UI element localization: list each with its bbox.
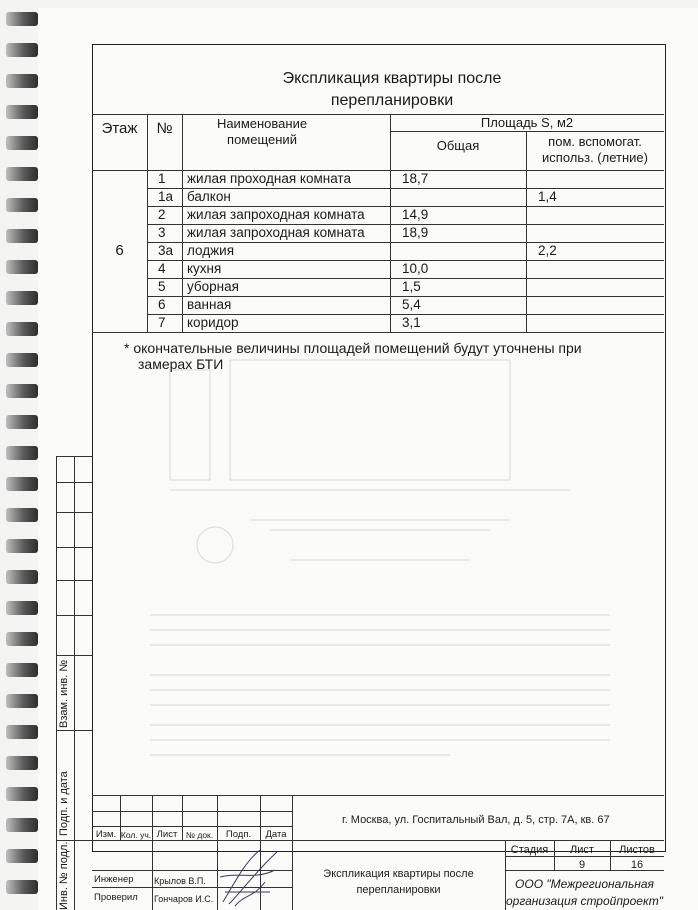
- binding-ring: [6, 849, 38, 863]
- doc-title-line-1: Экспликация квартиры после: [323, 868, 474, 880]
- binding-ring: [6, 632, 38, 646]
- row-total-area: 5,4: [402, 297, 421, 312]
- engineer-name: Крылов В.П.: [154, 876, 206, 886]
- binding-ring: [6, 818, 38, 832]
- row-name: жилая проходная комната: [187, 171, 351, 186]
- title-line-1: Экспликация квартиры после: [282, 70, 502, 87]
- binding-ring: [6, 291, 38, 305]
- page-title: [92, 68, 692, 112]
- row-name: жилая запроходная комната: [187, 225, 365, 240]
- row-name: уборная: [187, 279, 239, 294]
- binding-ring: [6, 880, 38, 894]
- header-name-line-1: Наименование: [216, 116, 308, 131]
- binding-ring: [6, 74, 38, 88]
- binding-ring: [6, 477, 38, 491]
- row-total-area: 1,5: [402, 279, 421, 294]
- stamp-address: г. Москва, ул. Госпитальный Вал, д. 5, стр. 7А, кв. 67: [342, 814, 610, 826]
- binding-ring: [6, 353, 38, 367]
- header-area: Площадь S, м2: [480, 115, 574, 130]
- stamp-col-list: Лист: [156, 829, 178, 840]
- row-aux-area: 1,4: [538, 189, 557, 204]
- binding-ring: [6, 136, 38, 150]
- binding-ring: [6, 570, 38, 584]
- row-name: балкон: [187, 189, 231, 204]
- row-number: 6: [158, 297, 166, 312]
- binding-ring: [6, 508, 38, 522]
- sheet-label: Лист: [570, 844, 594, 856]
- row-name: ванная: [187, 297, 232, 312]
- org-line-2: организация стройпроект": [505, 894, 664, 908]
- binding-ring: [6, 601, 38, 615]
- binding-ring: [6, 198, 38, 212]
- header-aux-line-2: использ. (летние): [542, 150, 648, 165]
- row-number: 1: [158, 171, 166, 186]
- binding-ring: [6, 787, 38, 801]
- floor-value: 6: [115, 242, 124, 259]
- title-line-2: перепланировки: [330, 92, 454, 109]
- row-number: 7: [158, 315, 166, 330]
- binding-ring: [6, 415, 38, 429]
- binding-ring: [6, 322, 38, 336]
- binding-ring: [6, 756, 38, 770]
- side-label-vzam-inv: Взам. инв. №: [58, 659, 70, 728]
- stamp-col-ndok: № док.: [185, 830, 214, 840]
- note-line-2: замерах БТИ: [138, 356, 224, 372]
- checker-role: Проверил: [94, 892, 138, 903]
- row-name: коридор: [187, 315, 239, 330]
- row-aux-area: 2,2: [538, 243, 557, 258]
- binding-ring: [6, 12, 38, 26]
- row-number: 5: [158, 279, 166, 294]
- side-label-inv-podl: Инв. № подл.: [58, 841, 70, 910]
- engineer-role: Инженер: [94, 874, 134, 885]
- binding-ring: [6, 725, 38, 739]
- header-number: №: [156, 120, 173, 137]
- row-total-area: 18,7: [402, 171, 429, 186]
- org-line-1: ООО "Межрегиональная: [515, 877, 654, 891]
- row-number: 4: [158, 261, 166, 276]
- header-total: Общая: [436, 138, 480, 153]
- row-total-area: 10,0: [402, 261, 429, 276]
- signature-scribble: [215, 842, 285, 910]
- binding-ring: [6, 446, 38, 460]
- stamp-col-izm: Изм.: [95, 829, 117, 840]
- row-number: 3а: [158, 243, 174, 258]
- stamp-col-kol: Кол. уч.: [120, 830, 152, 840]
- side-label-podp-data: Подп. и дата: [58, 771, 70, 836]
- row-name: жилая запроходная комната: [187, 207, 365, 222]
- row-total-area: 18,9: [402, 225, 429, 240]
- row-name: лоджия: [187, 243, 234, 258]
- binding-ring: [6, 663, 38, 677]
- row-number: 1а: [158, 189, 174, 204]
- binding-ring: [6, 43, 38, 57]
- row-number: 2: [158, 207, 166, 222]
- row-total-area: 3,1: [402, 315, 421, 330]
- binding-ring: [6, 260, 38, 274]
- sheet-value: 9: [578, 859, 586, 871]
- sheets-value: 16: [630, 859, 644, 871]
- header-floor: Этаж: [101, 120, 138, 137]
- binding-ring: [6, 384, 38, 398]
- row-name: кухня: [187, 261, 222, 276]
- binding-ring: [6, 694, 38, 708]
- checker-name: Гончаров И.С.: [154, 894, 214, 904]
- binding-ring: [6, 229, 38, 243]
- doc-title-line-2: перепланировки: [356, 884, 441, 896]
- stage-label: Стадия: [510, 844, 549, 856]
- binding-ring: [6, 539, 38, 553]
- binding-ring: [6, 167, 38, 181]
- stamp-col-data: Дата: [265, 829, 287, 840]
- binding-ring: [6, 105, 38, 119]
- header-aux-line-1: пом. вспомогат.: [548, 134, 642, 149]
- row-number: 3: [158, 225, 166, 240]
- row-total-area: 14,9: [402, 207, 429, 222]
- header-name-line-2: помещений: [227, 132, 297, 147]
- note-line-1: * окончательные величины площадей помещений будут уточнены при: [124, 340, 582, 356]
- sheets-label: Листов: [619, 844, 655, 856]
- stamp-col-podp: Подп.: [225, 829, 252, 840]
